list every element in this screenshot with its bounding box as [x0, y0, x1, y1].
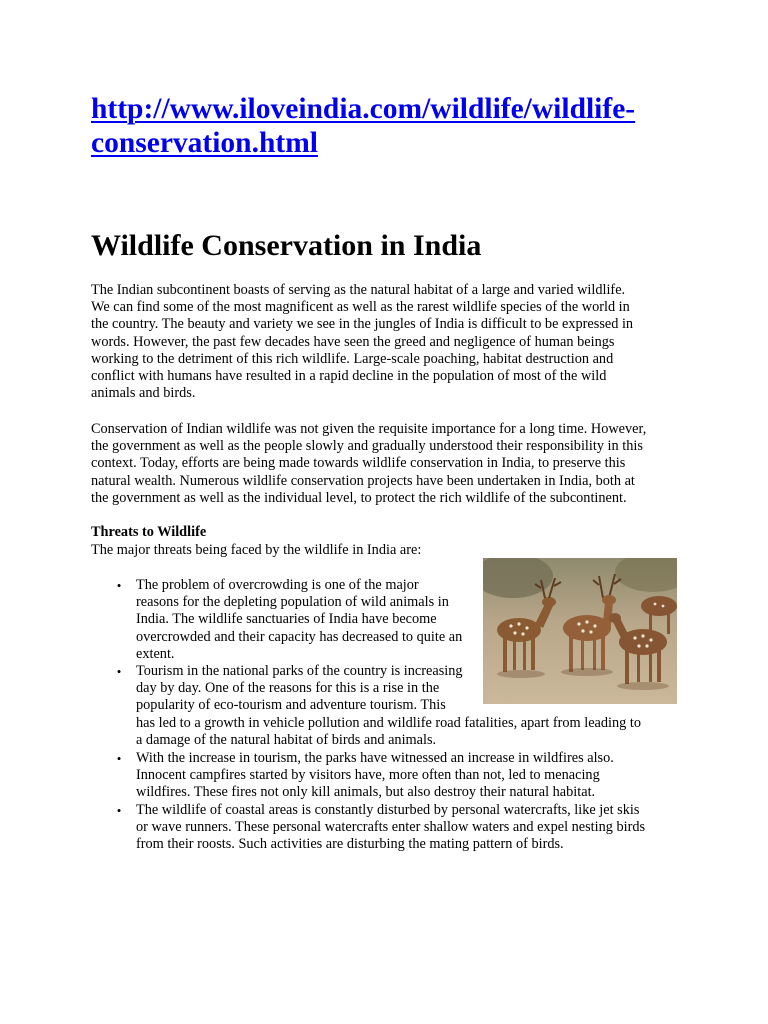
intro-line: We can find some of the most magnificent as well as the rarest wildlife species of the world in [91, 299, 630, 316]
list-item [116, 577, 463, 663]
source-link-line-1[interactable]: http://www.iloveindia.com/wildlife/wildlife- [91, 93, 636, 125]
bullet-glyph: • [116, 664, 122, 679]
list-item [116, 663, 642, 749]
conservation-line: natural wealth. Numerous wildlife conservation projects have been undertaken in India, both at [91, 472, 635, 489]
list-item-line: The wildlife of coastal areas is constantly disturbed by personal watercrafts, like jet skis [136, 802, 640, 818]
conservation-line: the government as well as the people slowly and gradually understood their responsibility in this [91, 438, 643, 455]
list-item-line: Innocent campfires started by visitors have, more often than not, led to menacing [136, 767, 600, 784]
list-item [116, 750, 614, 802]
list-item [116, 802, 646, 854]
intro-line: words. However, the past few decades have seen the greed and negligence of human beings [91, 333, 615, 350]
conservation-line: context. Today, efforts are being made towards wildlife conservation in India, to preserve this [91, 455, 626, 472]
bullet-glyph: • [116, 751, 122, 766]
conservation-line: the government as well as the individual level, to protect the rich wildlife of the subcontinent. [91, 489, 627, 506]
intro-line: the country. The beauty and variety we see in the jungles of India is difficult to be expressed in [91, 316, 634, 333]
intro-line: working to the detriment of this rich wildlife. Large-scale poaching, habitat destruction and [91, 350, 614, 367]
list-item-line: extent. [136, 645, 175, 662]
list-item-line: or wave runners. These personal watercrafts enter shallow waters and expel nesting birds [136, 819, 646, 836]
intro-line: The Indian subcontinent boasts of serving as the natural habitat of a large and varied wildlife. [91, 282, 626, 298]
list-item-line: from their roosts. Such activities are disturbing the mating pattern of birds. [136, 836, 564, 853]
list-item-line: India. The wildlife sanctuaries of India have become [136, 611, 437, 628]
page-title: Wildlife Conservation in India [91, 229, 482, 262]
threats-intro: The major threats being faced by the wildlife in India are: [91, 542, 422, 558]
intro-paragraph [91, 282, 633, 402]
intro-line: conflict with humans have resulted in a rapid decline in the population of most of the wild [91, 368, 607, 385]
intro-line: animals and birds. [91, 385, 196, 402]
list-item-line: With the increase in tourism, the parks have witnessed an increase in wildfires also. [136, 750, 614, 766]
bullet-glyph: • [116, 578, 122, 593]
source-link[interactable] [91, 92, 691, 160]
list-item-line: Tourism in the national parks of the country is increasing [136, 663, 463, 679]
list-item-line: The problem of overcrowding is one of the major [136, 577, 419, 593]
threats-heading: Threats to Wildlife [91, 524, 207, 540]
bullet-glyph: • [116, 803, 122, 818]
list-item-line: a damage of the natural habitat of birds and animals. [136, 731, 437, 748]
list-item-line: reasons for the depleting population of wild animals in [136, 594, 449, 611]
list-item-line: day by day. One of the reasons for this is a rise in the [136, 680, 440, 697]
list-item-line: overcrowded and their capacity has decreased to quite an [136, 628, 463, 645]
source-link-line-2[interactable]: conservation.html [91, 127, 318, 159]
conservation-line: Conservation of Indian wildlife was not given the requisite importance for a long time. However, [91, 421, 647, 437]
list-item-line: popularity of eco-tourism and adventure tourism. This [136, 697, 446, 714]
conservation-paragraph [91, 421, 646, 507]
list-item-line: wildfires. These fires not only kill animals, but also destroy their natural habitat. [136, 784, 596, 801]
list-item-line: has led to a growth in vehicle pollution and wildlife road fatalities, apart from leading to [136, 714, 642, 731]
